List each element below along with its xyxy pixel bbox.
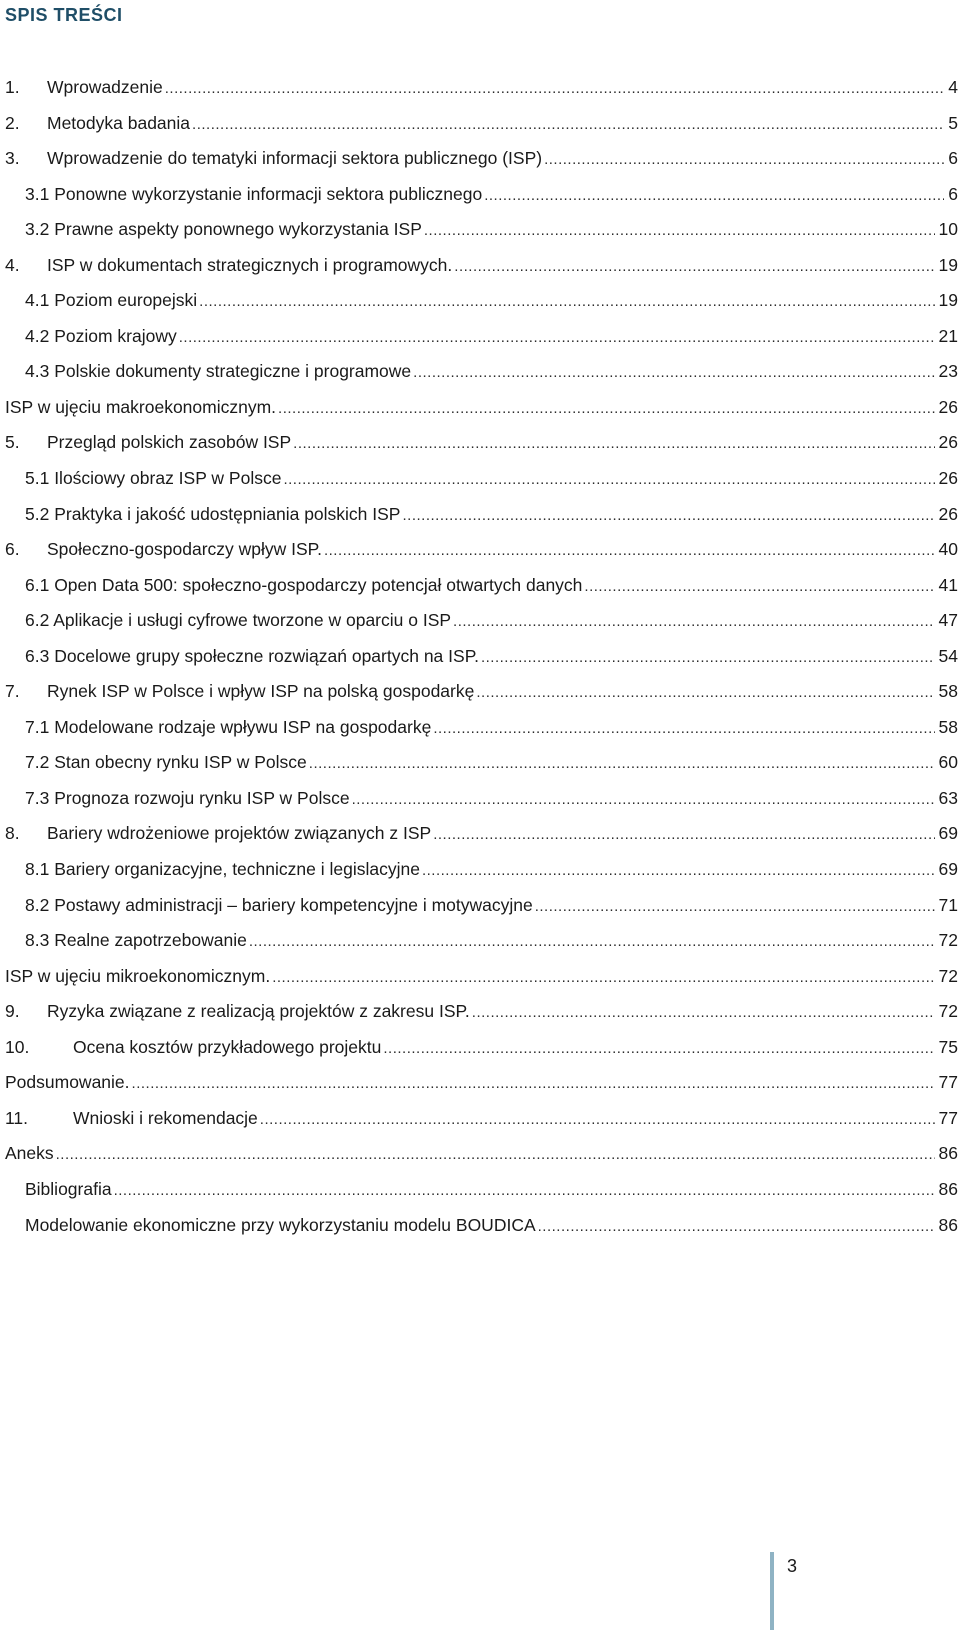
toc-entry-title: 6.3 Docelowe grupy społeczne rozwiązań opartych na ISP.	[25, 645, 479, 666]
toc-entry-page: 6	[948, 183, 958, 204]
toc-entry[interactable]	[0, 888, 960, 924]
dot-leader	[413, 355, 934, 391]
toc-entry-title: Metodyka badania	[47, 112, 191, 133]
toc-list	[0, 70, 960, 1243]
dot-leader	[584, 569, 934, 605]
toc-entry-number: 11.	[5, 1107, 29, 1128]
toc-entry-number: 6.	[5, 539, 20, 560]
toc-entry[interactable]	[0, 1101, 960, 1137]
toc-entry[interactable]	[0, 212, 960, 248]
dot-leader	[309, 746, 935, 782]
toc-entry-page: 26	[938, 432, 958, 453]
toc-entry[interactable]	[0, 710, 960, 746]
toc-entry[interactable]	[0, 177, 960, 213]
toc-entry-page: 21	[938, 325, 958, 346]
toc-entry-title: ISP w ujęciu makroekonomicznym.	[5, 396, 277, 417]
toc-entry-title: 7.2 Stan obecny rynku ISP w Polsce	[25, 752, 307, 773]
toc-entry-title: 4.3 Polskie dokumenty strategiczne i programowe	[25, 361, 412, 382]
toc-entry-page: 58	[938, 716, 958, 737]
dot-leader	[402, 498, 934, 534]
toc-entry[interactable]	[0, 532, 960, 568]
dot-leader	[481, 640, 935, 676]
dot-leader	[544, 142, 944, 178]
toc-entry[interactable]	[0, 781, 960, 817]
toc-entry-title: 8.3 Realne zapotrzebowanie	[25, 930, 247, 951]
toc-entry-page: 69	[938, 859, 958, 880]
toc-entry-page: 72	[938, 1001, 958, 1022]
dot-leader	[114, 1173, 935, 1209]
toc-entry[interactable]	[0, 1136, 960, 1172]
toc-entry-title: Rynek ISP w Polsce i wpływ ISP na polską gospodarkę	[47, 681, 475, 702]
toc-entry-title: Wprowadzenie do tematyki informacji sektora publicznego (ISP)	[47, 148, 543, 169]
toc-entry[interactable]	[0, 923, 960, 959]
toc-entry[interactable]	[0, 568, 960, 604]
toc-entry-title: 7.1 Modelowane rodzaje wpływu ISP na gospodarkę	[25, 716, 432, 737]
toc-entry[interactable]	[0, 745, 960, 781]
dot-leader	[165, 71, 945, 107]
toc-entry-title: 4.1 Poziom europejski	[25, 290, 198, 311]
dot-leader	[260, 1102, 935, 1138]
toc-entry-title: 6.2 Aplikacje i usługi cyfrowe tworzone w oparciu o ISP	[25, 610, 452, 631]
toc-entry-title: ISP w dokumentach strategicznych i programowych.	[47, 254, 453, 275]
toc-entry[interactable]	[0, 283, 960, 319]
toc-entry-number: 7.	[5, 681, 20, 702]
toc-entry[interactable]	[0, 70, 960, 106]
toc-entry-title: 5.2 Praktyka i jakość udostępniania polskich ISP	[25, 503, 401, 524]
toc-entry[interactable]	[0, 497, 960, 533]
toc-entry-title: Bibliografia	[25, 1178, 112, 1199]
toc-entry-title: Ryzyka związane z realizacją projektów z zakresu ISP.	[47, 1001, 470, 1022]
toc-entry-page: 60	[938, 752, 958, 773]
toc-entry[interactable]	[0, 639, 960, 675]
toc-entry-page: 63	[938, 787, 958, 808]
toc-entry-title: 3.1 Ponowne wykorzystanie informacji sektora publicznego	[25, 183, 483, 204]
toc-entry-number: 4.	[5, 254, 20, 275]
toc-entry[interactable]	[0, 674, 960, 710]
toc-entry-page: 40	[938, 539, 958, 560]
dot-leader	[422, 853, 935, 889]
toc-entry-number: 8.	[5, 823, 20, 844]
toc-entry-title: 8.2 Postawy administracji – bariery kompetencyjne i motywacyjne	[25, 894, 533, 915]
dot-leader	[454, 249, 934, 285]
toc-entry-title: Bariery wdrożeniowe projektów związanych z ISP	[47, 823, 432, 844]
toc-entry[interactable]	[0, 603, 960, 639]
toc-entry-page: 54	[938, 645, 958, 666]
dot-leader	[484, 178, 944, 214]
dot-leader	[535, 889, 935, 925]
toc-entry-title: 8.1 Bariery organizacyjne, techniczne i legislacyjne	[25, 859, 420, 880]
dot-leader	[199, 284, 934, 320]
toc-entry-title: Wnioski i rekomendacje	[73, 1107, 258, 1128]
toc-entry-page: 47	[938, 610, 958, 631]
toc-entry[interactable]	[0, 106, 960, 142]
dot-leader	[272, 960, 934, 996]
dot-leader	[249, 924, 935, 960]
toc-entry[interactable]	[0, 141, 960, 177]
toc-entry-page: 86	[938, 1143, 958, 1164]
dot-leader	[433, 711, 934, 747]
toc-entry-title: Podsumowanie.	[5, 1072, 130, 1093]
dot-leader	[472, 995, 935, 1031]
toc-entry-title: 7.3 Prognoza rozwoju rynku ISP w Polsce	[25, 787, 350, 808]
dot-leader	[383, 1031, 934, 1067]
toc-entry-number: 3.	[5, 148, 20, 169]
dot-leader	[352, 782, 935, 818]
toc-entry-title: Modelowanie ekonomiczne przy wykorzystaniu modelu BOUDICA	[25, 1214, 536, 1235]
dot-leader	[283, 462, 934, 498]
toc-entry[interactable]	[0, 354, 960, 390]
toc-entry[interactable]	[0, 959, 960, 995]
toc-entry-page: 5	[948, 112, 958, 133]
dot-leader	[324, 533, 935, 569]
toc-entry-page: 10	[938, 219, 958, 240]
toc-entry-page: 26	[938, 468, 958, 489]
toc-entry[interactable]	[0, 390, 960, 426]
toc-entry-title: 5.1 Ilościowy obraz ISP w Polsce	[25, 468, 282, 489]
dot-leader	[132, 1066, 935, 1102]
toc-entry[interactable]	[0, 319, 960, 355]
toc-entry-page: 86	[938, 1214, 958, 1235]
toc-entry-page: 19	[938, 254, 958, 275]
toc-entry[interactable]	[0, 1065, 960, 1101]
dot-leader	[433, 817, 934, 853]
toc-heading: SPIS TREŚCI	[5, 5, 123, 25]
toc-entry[interactable]	[0, 1172, 960, 1208]
dot-leader	[179, 320, 935, 356]
toc-entry-page: 71	[938, 894, 958, 915]
dot-leader	[453, 604, 934, 640]
toc-entry[interactable]	[0, 852, 960, 888]
toc-entry-number: 1.	[5, 77, 20, 97]
dot-leader	[476, 675, 934, 711]
toc-entry-page: 77	[938, 1107, 958, 1128]
toc-entry-title: Ocena kosztów przykładowego projektu	[73, 1036, 382, 1057]
toc-entry[interactable]	[0, 994, 960, 1030]
toc-entry[interactable]	[0, 461, 960, 497]
toc-entry-title: ISP w ujęciu mikroekonomicznym.	[5, 965, 271, 986]
toc-entry-title: Wprowadzenie	[47, 77, 163, 97]
toc-entry-page: 77	[938, 1072, 958, 1093]
toc-entry-page: 19	[938, 290, 958, 311]
toc-entry-page: 41	[938, 574, 958, 595]
toc-entry[interactable]	[0, 248, 960, 284]
toc-entry-title: Społeczno-gospodarczy wpływ ISP.	[47, 539, 322, 560]
toc-entry-page: 72	[938, 965, 958, 986]
footer-accent-bar	[770, 1552, 774, 1630]
toc-entry-page: 69	[938, 823, 958, 844]
toc-entry-title: 3.2 Prawne aspekty ponownego wykorzystania ISP	[25, 219, 422, 240]
toc-entry[interactable]	[0, 1030, 960, 1066]
toc-entry-page: 72	[938, 930, 958, 951]
dot-leader	[192, 107, 944, 143]
page-number: 3	[787, 1556, 798, 1576]
toc-entry-number: 10.	[5, 1036, 30, 1057]
dot-leader	[278, 391, 935, 427]
toc-entry-page: 58	[938, 681, 958, 702]
toc-entry-page: 26	[938, 396, 958, 417]
toc-entry-page: 4	[948, 77, 958, 97]
toc-entry-page: 6	[948, 148, 958, 169]
toc-entry[interactable]	[0, 425, 960, 461]
dot-leader	[293, 426, 934, 462]
page-footer	[770, 1552, 830, 1630]
toc-entry-title: Aneks	[5, 1143, 54, 1164]
toc-entry-page: 86	[938, 1178, 958, 1199]
toc-entry-page: 23	[938, 361, 958, 382]
toc-entry-number: 2.	[5, 112, 20, 133]
toc-entry-number: 5.	[5, 432, 20, 453]
toc-entry[interactable]	[0, 816, 960, 852]
dot-leader	[424, 213, 935, 249]
toc-entry[interactable]	[0, 1208, 960, 1244]
toc-entry-number: 9.	[5, 1001, 20, 1022]
toc-entry-title: 4.2 Poziom krajowy	[25, 325, 177, 346]
toc-entry-page: 26	[938, 503, 958, 524]
dot-leader	[538, 1209, 935, 1245]
toc-entry-title: Przegląd polskich zasobów ISP	[47, 432, 292, 453]
dot-leader	[56, 1137, 935, 1173]
toc-entry-title: 6.1 Open Data 500: społeczno-gospodarczy potencjał otwartych danych	[25, 574, 583, 595]
toc-entry-page: 75	[938, 1036, 958, 1057]
